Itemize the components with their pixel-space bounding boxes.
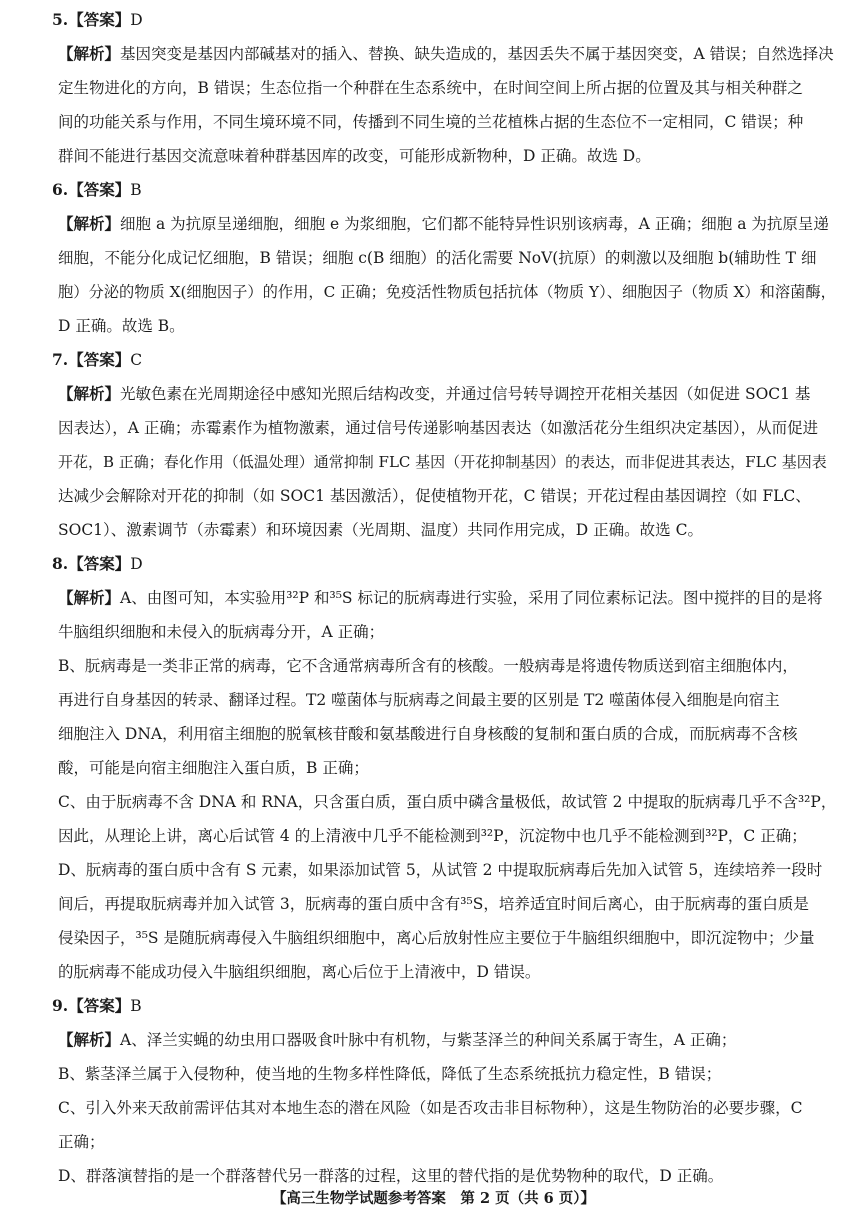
q8-answer: D [130, 555, 143, 573]
q9-explanation-line-3: C、引入外来天敌前需评估其对本地生态的潜在风险（如是否攻击非目标物种），这是生物防治的必要步骤，C [58, 1099, 803, 1117]
q8-explanation-line-11: 侵染因子，³⁵S 是随朊病毒侵入牛脑组织细胞中，离心后放射性应主要位于牛脑组织细胞中，即沉淀物中；少量 [58, 929, 815, 947]
q5-number: 5. [52, 10, 69, 29]
q7-number: 7. [52, 350, 69, 369]
q8-explanation-line-7: C、由于朊病毒不含 DNA 和 RNA，只含蛋白质，蛋白质中磷含量极低，故试管 2 中提取的朊病毒几乎不含³²P， [58, 793, 837, 811]
q8-explanation-line-9: D、朊病毒的蛋白质中含有 S 元素，如果添加试管 5，从试管 2 中提取朊病毒后先加入试管 5，连续培养一段时 [58, 861, 823, 879]
q8-explanation-line-4: 再进行自身基因的转录、翻译过程。T2 噬菌体与朊病毒之间最主要的区别是 T2 噬菌体侵入细胞是向宿主 [58, 691, 780, 709]
q5-explanation-line-4: 群间不能进行基因交流意味着种群基因库的改变，可能形成新物种，D 正确。故选 D。 [58, 147, 651, 165]
q6-explanation-line-2: 细胞，不能分化成记忆细胞，B 错误；细胞 c(B 细胞）的活化需要 NoV(抗原）的刺激以及细胞 b(辅助性 T 细 [58, 249, 817, 267]
q8-explanation-line-3: B、朊病毒是一类非正常的病毒，它不含通常病毒所含有的核酸。一般病毒是将遗传物质送到宿主细胞体内， [58, 657, 798, 675]
answer-tag: 【答案】 [68, 996, 131, 1015]
q7-explanation-line-4: 达减少会解除对开花的抑制（如 SOC1 基因激活），促使植物开花，C 错误；开花过程由基因调控（如 FLC、 [58, 487, 811, 505]
q7-explanation-line-3: 开花，B 正确；春化作用（低温处理）通常抑制 FLC 基因（开花抑制基因）的表达，而非促进其表达，FLC 基因表 [58, 453, 827, 471]
q6-answer-line [52, 180, 832, 200]
explanation-tag: 【解析】 [58, 588, 121, 607]
q5-answer: D [130, 11, 143, 29]
explanation-tag: 【解析】 [58, 214, 121, 233]
q9-explanation-line-2: B、紫茎泽兰属于入侵物种，使当地的生物多样性降低，降低了生态系统抵抗力稳定性，B 错误； [58, 1065, 722, 1083]
answer-tag: 【答案】 [68, 180, 131, 199]
q7-explanation-line-2: 因表达），A 正确；赤霉素作为植物激素，通过信号传递影响基因表达（如激活花分生组织决定基因），从而促进 [58, 419, 819, 437]
q9-explanation-line-5: D、群落演替指的是一个群落替代另一群落的过程，这里的替代指的是优势物种的取代，D 正确。 [58, 1167, 724, 1185]
page-footer: 【高三生物学试题参考答案 第 2 页（共 6 页）】 [271, 1190, 596, 1207]
explanation-tag: 【解析】 [58, 44, 121, 63]
q8-answer-line [52, 554, 832, 574]
q5-explanation-line-1: 【解析】基因突变是基因内部碱基对的插入、替换、缺失造成的，基因丢失不属于基因突变，A 错误；自然选择决 [58, 44, 834, 63]
answer-tag: 【答案】 [68, 10, 131, 29]
q6-answer: B [130, 181, 142, 199]
q8-explanation-line-5: 细胞注入 DNA，利用宿主细胞的脱氧核苷酸和氨基酸进行自身核酸的复制和蛋白质的合成，而朊病毒不含核 [58, 725, 798, 743]
q6-explanation-line-1: 【解析】细胞 a 为抗原呈递细胞，细胞 e 为浆细胞，它们都不能特异性识别该病毒，A 正确；细胞 a 为抗原呈递 [58, 214, 829, 233]
q8-explanation-line-2: 牛脑组织细胞和未侵入的朊病毒分开，A 正确； [58, 623, 385, 641]
q7-answer: C [130, 351, 143, 369]
q9-explanation-line-4: 正确； [58, 1133, 105, 1151]
q5-answer-line [52, 10, 832, 30]
explanation-tag: 【解析】 [58, 1030, 121, 1049]
q6-explanation-line-3: 胞）分泌的物质 X(细胞因子）的作用，C 正确；免疫活性物质包括抗体（物质 Y）、细胞因子（物质 X）和溶菌酶， [58, 283, 836, 301]
q9-answer-line [52, 996, 832, 1016]
q6-number: 6. [52, 180, 69, 199]
q7-explanation-line-1: 【解析】光敏色素在光周期途径中感知光照后结构改变，并通过信号转导调控开花相关基因（如促进 SOC1 基 [58, 384, 811, 403]
q8-explanation-line-1: 【解析】A、由图可知，本实验用³²P 和³⁵S 标记的朊病毒进行实验，采用了同位素标记法。图中搅拌的目的是将 [58, 588, 823, 607]
answer-tag: 【答案】 [68, 554, 131, 573]
q6-explanation-line-4: D 正确。故选 B。 [58, 317, 185, 335]
explanation-tag: 【解析】 [58, 384, 121, 403]
q8-explanation-line-6: 酸，可能是向宿主细胞注入蛋白质，B 正确； [58, 759, 369, 777]
q8-explanation-line-12: 的朊病毒不能成功侵入牛脑组织细胞，离心后位于上清液中，D 错误。 [58, 963, 541, 981]
q8-explanation-line-10: 间后，再提取朊病毒并加入试管 3，朊病毒的蛋白质中含有³⁵S，培养适宜时间后离心，由于朊病毒的蛋白质是 [58, 895, 809, 913]
q7-answer-line [52, 350, 832, 370]
q8-explanation-line-8: 因此，从理论上讲，离心后试管 4 的上清液中几乎不能检测到³²P，沉淀物中也几乎不能检测到³²P，C 正确； [58, 827, 807, 845]
q5-explanation-line-3: 间的功能关系与作用，不同生境环境不同，传播到不同生境的兰花植株占据的生态位不一定相同，C 错误；种 [58, 113, 804, 131]
answer-tag: 【答案】 [68, 350, 131, 369]
q5-explanation-line-2: 定生物进化的方向，B 错误；生态位指一个种群在生态系统中，在时间空间上所占据的位置及其与相关种群之 [58, 79, 803, 97]
q7-explanation-line-5: SOC1）、激素调节（赤霉素）和环境因素（光周期、温度）共同作用完成，D 正确。故选 C。 [58, 521, 703, 539]
q9-number: 9. [52, 996, 69, 1015]
q9-explanation-line-1: 【解析】A、泽兰实蝇的幼虫用口器吸食叶脉中有机物，与紫茎泽兰的种间关系属于寄生，A 正确； [58, 1030, 737, 1049]
q9-answer: B [130, 997, 142, 1015]
q8-number: 8. [52, 554, 69, 573]
